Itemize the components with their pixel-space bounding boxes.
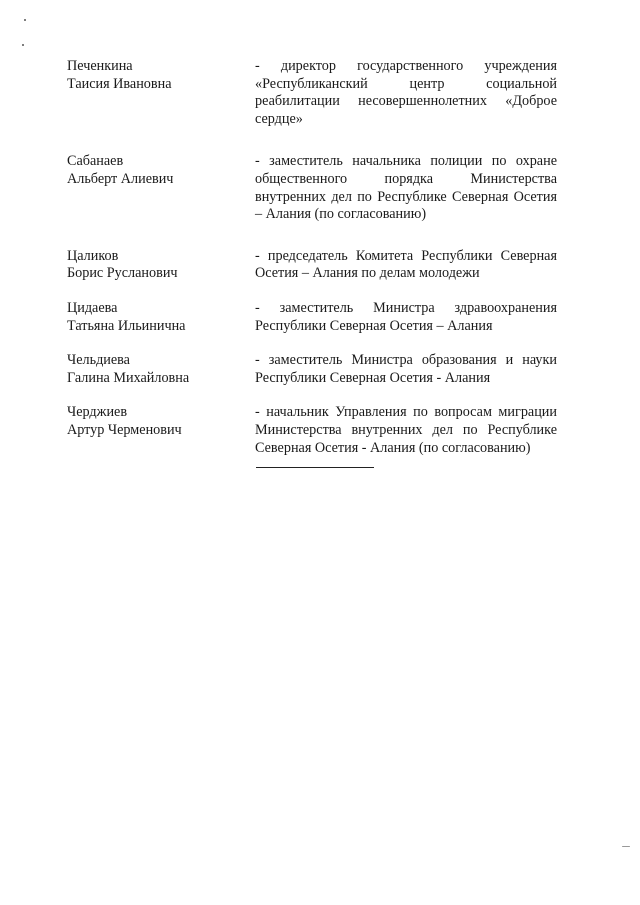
member-position: - директор государственного учреждения «Республиканский центр социальной реабилитации несовершеннолетних «Доброе сердце» (255, 58, 557, 127)
member-given-name: Артур Черменович (67, 421, 182, 438)
member-name (67, 248, 255, 283)
member-entry (67, 248, 557, 283)
member-surname: Чельдиева (67, 352, 130, 369)
scan-speck (24, 19, 26, 21)
member-entry (67, 300, 557, 335)
scan-mark (622, 846, 630, 847)
member-entry (67, 153, 557, 223)
member-position: - заместитель Министра образования и науки Республики Северная Осетия - Алания (255, 352, 557, 386)
member-position: - заместитель Министра здравоохранения Республики Северная Осетия – Алания (255, 299, 557, 334)
member-surname: Цаликов (67, 247, 119, 264)
member-entry (67, 404, 557, 457)
member-given-name: Татьяна Ильинична (67, 317, 186, 334)
scan-speck (22, 44, 24, 46)
member-position: - заместитель начальника полиции по охране общественного порядка Министерства внутренних дел по Республике Северная Осетия – Алания (по согласованию) (255, 153, 557, 223)
member-name (67, 300, 255, 335)
member-surname: Цидаева (67, 299, 118, 316)
member-surname: Черджиев (67, 404, 128, 421)
member-position: - председатель Комитета Республики Северная Осетия – Алания по делам молодежи (255, 247, 557, 282)
member-name (67, 58, 255, 93)
member-surname: Печенкина (67, 58, 133, 74)
member-given-name: Альберт Алиевич (67, 170, 174, 187)
member-given-name: Борис Русланович (67, 265, 178, 282)
member-given-name: Таисия Ивановна (67, 75, 172, 92)
member-entry (67, 352, 557, 387)
member-position: - начальник Управления по вопросам миграции Министерства внутренних дел по Республике Северная Осетия - Алания (по согласованию) (255, 404, 557, 456)
member-name (67, 352, 255, 387)
member-name (67, 153, 255, 188)
member-given-name: Галина Михайловна (67, 369, 190, 386)
member-entry (67, 58, 557, 128)
end-separator-line (256, 467, 374, 468)
member-surname: Сабанаев (67, 153, 124, 170)
member-list (67, 58, 557, 474)
member-name (67, 404, 255, 439)
